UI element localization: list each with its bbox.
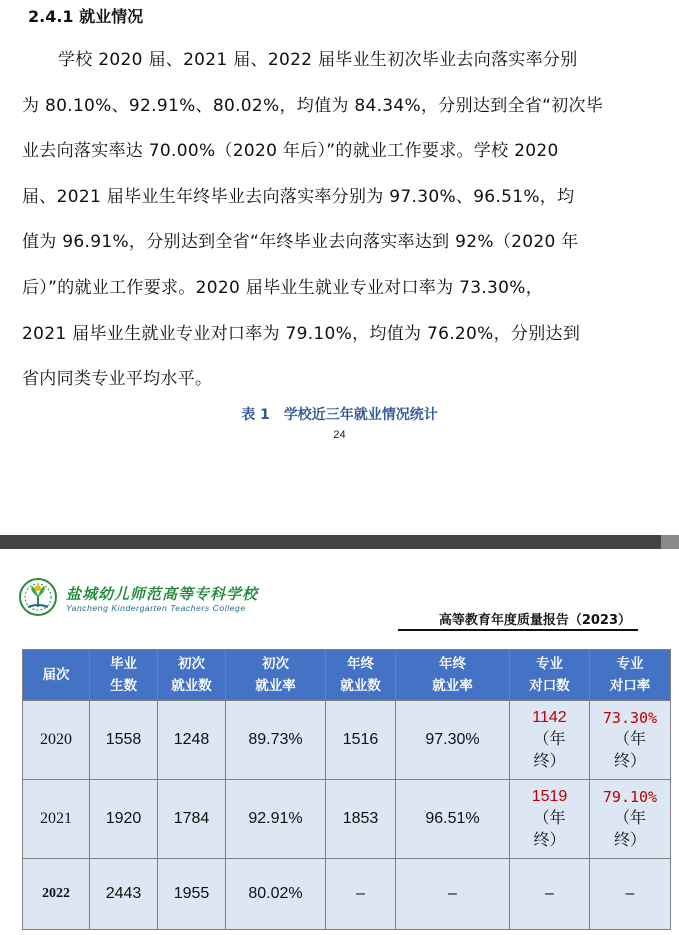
final-employed-cell: –: [326, 859, 396, 930]
table-header-row: [23, 650, 671, 701]
table-caption: 表 1 学校近三年就业情况统计: [241, 407, 438, 423]
paragraph-line: 值为 96.91%，分别达到全省“年终毕业去向落实率达到 92%（2020 年: [22, 232, 579, 253]
table-row: [23, 701, 671, 780]
column-header: 初次 就业率: [226, 650, 326, 701]
initial-rate-cell: 92.91%: [226, 780, 326, 859]
header-rule: [398, 629, 638, 631]
graduates-cell: 1558: [90, 701, 158, 780]
final-employed-cell: 1516: [326, 701, 396, 780]
initial-employed-cell: 1248: [158, 701, 226, 780]
match-count-cell: 1519 （年 终）: [510, 780, 590, 859]
paragraph-line: 届、2021 届毕业生年终毕业去向落实率分别为 97.30%、96.51%，均: [22, 186, 575, 207]
column-header: 届次: [23, 650, 90, 701]
employment-paragraph: [22, 38, 634, 403]
column-header: 年终 就业数: [326, 650, 396, 701]
column-header: 初次 就业数: [158, 650, 226, 701]
table-row: [23, 780, 671, 859]
initial-employed-cell: 1955: [158, 859, 226, 930]
section-heading: 2.4.1 就业情况: [28, 7, 144, 26]
college-emblem-icon: [18, 577, 58, 617]
final-rate-cell: –: [396, 859, 510, 930]
match-count-cell: 1142 （年 终）: [510, 701, 590, 780]
paragraph-line: 后）”的就业工作要求。2020 届毕业生就业专业对口率为 73.30%，: [22, 277, 543, 298]
paragraph-line: 业去向落实率达 70.00%（2020 年后）”的就业工作要求。学校 2020: [22, 141, 559, 162]
match-count-cell: –: [510, 859, 590, 930]
paragraph-line: 学校 2020 届、2021 届、2022 届毕业生初次毕业去向落实率分别: [58, 50, 578, 70]
page-number: 24: [333, 429, 346, 441]
report-page-lower: [0, 549, 679, 935]
college-name-english: Yancheng Kindergarten Teachers College: [66, 603, 246, 613]
final-rate-cell: 96.51%: [396, 780, 510, 859]
report-title: 高等教育年度质量报告（2023）: [438, 613, 631, 628]
column-header: 毕业 生数: [90, 650, 158, 701]
page-separator: [0, 535, 679, 549]
year-cell: 2020: [23, 701, 90, 780]
initial-employed-cell: 1784: [158, 780, 226, 859]
graduates-cell: 1920: [90, 780, 158, 859]
column-header: 年终 就业率: [396, 650, 510, 701]
paragraph-line: 为 80.10%、92.91%、80.02%，均值为 84.34%，分别达到全省“初次毕: [22, 95, 604, 116]
employment-stats-table: [22, 649, 671, 930]
year-cell: 2021: [23, 780, 90, 859]
final-rate-cell: 97.30%: [396, 701, 510, 780]
final-employed-cell: 1853: [326, 780, 396, 859]
graduates-cell: 2443: [90, 859, 158, 930]
table-row: [23, 859, 671, 930]
initial-rate-cell: 89.73%: [226, 701, 326, 780]
initial-rate-cell: 80.02%: [226, 859, 326, 930]
match-rate-cell: –: [590, 859, 671, 930]
year-cell: 2022: [23, 859, 90, 930]
paragraph-line: 省内同类专业平均水平。: [22, 369, 213, 390]
college-logo: [18, 577, 258, 627]
paragraph-line: 2021 届毕业生就业专业对口率为 79.10%，均值为 76.20%，分别达到: [22, 323, 581, 344]
college-name-logotype: 盐城幼儿师范高等专科学校: [66, 585, 259, 603]
match-rate-cell: 79.10% （年 终）: [590, 780, 671, 859]
column-header: 专业 对口数: [510, 650, 590, 701]
column-header: 专业 对口率: [590, 650, 671, 701]
match-rate-cell: 73.30% （年 终）: [590, 701, 671, 780]
